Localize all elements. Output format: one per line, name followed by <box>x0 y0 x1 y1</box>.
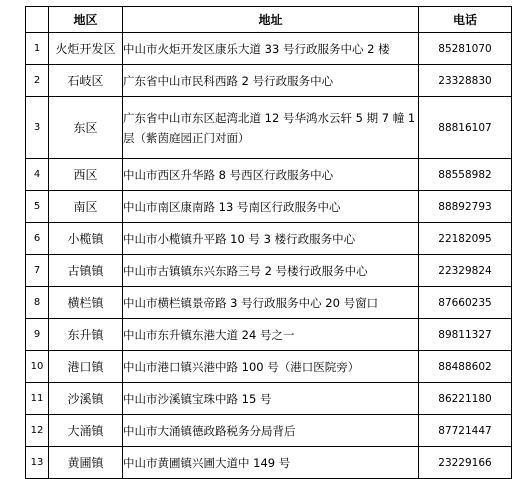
row-district: 港口镇 <box>49 351 123 383</box>
row-phone: 88816107 <box>419 97 512 159</box>
row-phone: 88488602 <box>419 351 512 383</box>
row-phone: 88892793 <box>419 191 512 223</box>
row-phone: 87660235 <box>419 287 512 319</box>
row-address: 中山市南区康南路 13 号南区行政服务中心 <box>123 191 419 223</box>
row-index: 1 <box>26 33 49 65</box>
row-index: 6 <box>26 223 49 255</box>
row-district: 西区 <box>49 159 123 191</box>
row-district: 横栏镇 <box>49 287 123 319</box>
row-district: 小榄镇 <box>49 223 123 255</box>
row-district: 沙溪镇 <box>49 383 123 415</box>
row-index: 3 <box>26 97 49 159</box>
row-address: 中山市港口镇兴港中路 100 号（港口医院旁） <box>123 351 419 383</box>
row-address: 中山市古镇镇东兴东路三号 2 号楼行政服务中心 <box>123 255 419 287</box>
row-index: 9 <box>26 319 49 351</box>
row-index: 2 <box>26 65 49 97</box>
row-phone: 85281070 <box>419 33 512 65</box>
row-index: 11 <box>26 383 49 415</box>
table-row <box>26 415 512 447</box>
row-address: 中山市沙溪镇宝珠中路 15 号 <box>123 383 419 415</box>
row-address: 广东省中山市民科西路 2 号行政服务中心 <box>123 65 419 97</box>
row-district: 大涌镇 <box>49 415 123 447</box>
row-phone: 23328830 <box>419 65 512 97</box>
row-index: 7 <box>26 255 49 287</box>
row-index: 12 <box>26 415 49 447</box>
header-phone: 电话 <box>419 7 512 33</box>
table-row <box>26 191 512 223</box>
row-index: 5 <box>26 191 49 223</box>
row-district: 东区 <box>49 97 123 159</box>
table-row <box>26 447 512 479</box>
row-index: 13 <box>26 447 49 479</box>
row-address: 中山市横栏镇景帝路 3 号行政服务中心 20 号窗口 <box>123 287 419 319</box>
row-phone: 22329824 <box>419 255 512 287</box>
table-row <box>26 383 512 415</box>
table-row <box>26 159 512 191</box>
row-phone: 86221180 <box>419 383 512 415</box>
row-phone: 23229166 <box>419 447 512 479</box>
row-address: 中山市大涌镇德政路税务分局背后 <box>123 415 419 447</box>
row-district: 南区 <box>49 191 123 223</box>
row-address: 中山市东升镇东港大道 24 号之一 <box>123 319 419 351</box>
table-row <box>26 33 512 65</box>
row-district: 东升镇 <box>49 319 123 351</box>
table-header-row <box>26 7 512 33</box>
row-index: 8 <box>26 287 49 319</box>
row-district: 石岐区 <box>49 65 123 97</box>
tax-office-table <box>25 6 512 479</box>
table-row <box>26 97 512 159</box>
header-index <box>26 7 49 33</box>
row-index: 10 <box>26 351 49 383</box>
row-phone: 22182095 <box>419 223 512 255</box>
row-address: 中山市火炬开发区康乐大道 33 号行政服务中心 2 楼 <box>123 33 419 65</box>
row-district: 黄圃镇 <box>49 447 123 479</box>
row-district: 古镇镇 <box>49 255 123 287</box>
row-phone: 87721447 <box>419 415 512 447</box>
table-row <box>26 255 512 287</box>
row-phone: 89811327 <box>419 319 512 351</box>
row-district: 火炬开发区 <box>49 33 123 65</box>
table-row <box>26 223 512 255</box>
table-row <box>26 65 512 97</box>
row-index: 4 <box>26 159 49 191</box>
row-address: 中山市黄圃镇兴圃大道中 149 号 <box>123 447 419 479</box>
table-row <box>26 287 512 319</box>
header-district: 地区 <box>49 7 123 33</box>
table-row <box>26 351 512 383</box>
row-phone: 88558982 <box>419 159 512 191</box>
row-address: 广东省中山市东区起湾北道 12 号华鸿水云轩 5 期 7 幢 1 层（紫茵庭园正门对面） <box>123 97 419 159</box>
table-row <box>26 319 512 351</box>
row-address: 中山市小榄镇升平路 10 号 3 楼行政服务中心 <box>123 223 419 255</box>
header-address: 地址 <box>123 7 419 33</box>
row-address: 中山市西区升华路 8 号西区行政服务中心 <box>123 159 419 191</box>
